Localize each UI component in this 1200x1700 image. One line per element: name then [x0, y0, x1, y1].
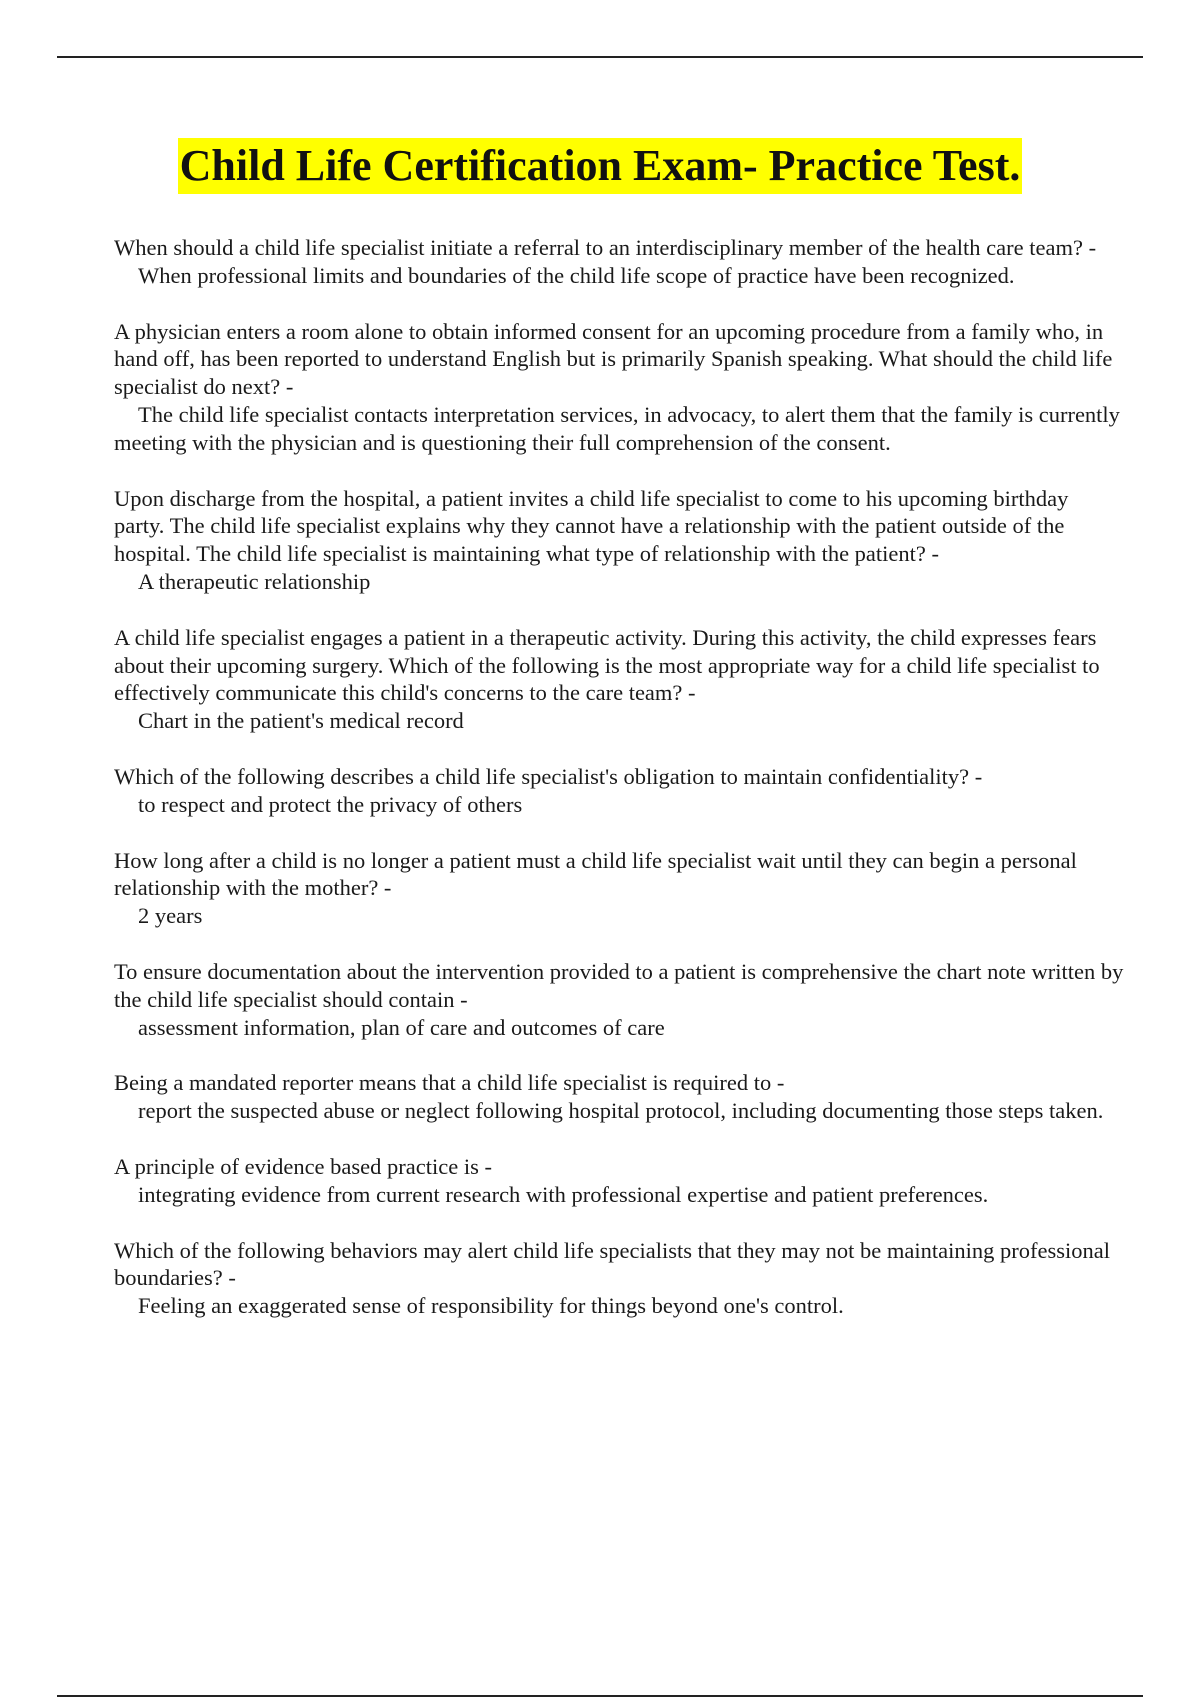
- answer-text: integrating evidence from current research with professional expertise and patient preferences.: [138, 1181, 989, 1207]
- question-text: To ensure documentation about the intervention provided to a patient is comprehensive the chart note written by the child life specialist should contain -: [114, 958, 1124, 1012]
- bottom-rule: [57, 1695, 1143, 1697]
- qa-item: [114, 763, 1124, 819]
- question-text: When should a child life specialist initiate a referral to an interdisciplinary member of the health care team? -: [114, 235, 1097, 260]
- question-text: Which of the following behaviors may alert child life specialists that they may not be maintaining professional boundaries? -: [114, 1237, 1110, 1291]
- qa-item: [114, 1153, 1124, 1209]
- answer-text: A therapeutic relationship: [138, 568, 371, 594]
- question-text: Which of the following describes a child life specialist's obligation to maintain confidentiality? -: [114, 763, 983, 789]
- qa-item: [114, 958, 1124, 1041]
- qa-item: [114, 847, 1124, 930]
- qa-item: [114, 1237, 1124, 1320]
- question-text: Upon discharge from the hospital, a patient invites a child life specialist to come to his upcoming birthday party. The child life specialist explains why they cannot have a relationship with the patient outside of the hospital. The child life specialist is maintaining what type of relationship with the patient? -: [114, 485, 1069, 567]
- answer-text: report the suspected abuse or neglect following hospital protocol, including documenting those steps taken.: [138, 1098, 1104, 1124]
- qa-item: [114, 234, 1124, 290]
- question-text: Being a mandated reporter means that a child life specialist is required to -: [114, 1070, 785, 1096]
- answer-text: 2 years: [138, 903, 203, 929]
- qa-item: [114, 318, 1124, 457]
- qa-item: [114, 624, 1124, 735]
- answer-text: The child life specialist contacts interpretation services, in advocacy, to alert them that the family is currently meeting with the physician and is questioning their full comprehension of the consent.: [114, 401, 1120, 455]
- question-text: How long after a child is no longer a patient must a child life specialist wait until they can begin a personal relationship with the mother? -: [114, 847, 1077, 901]
- question-text: A child life specialist engages a patient in a therapeutic activity. During this activity, the child expresses fears about their upcoming surgery. Which of the following is the most appropriate way for a child life specialist to effectively communicate this child's concerns to the care team? -: [114, 624, 1100, 706]
- qa-list: [114, 234, 1124, 1348]
- answer-text: to respect and protect the privacy of others: [138, 791, 523, 817]
- answer-text: Chart in the patient's medical record: [138, 708, 464, 734]
- question-text: A physician enters a room alone to obtain informed consent for an upcoming procedure from a family who, in hand off, has been reported to understand English but is primarily Spanish speaking. What should the child life specialist do next? -: [114, 318, 1113, 400]
- page-title: Child Life Certification Exam- Practice Test.: [178, 138, 1023, 194]
- qa-item: [114, 485, 1124, 596]
- answer-text: When professional limits and boundaries of the child life scope of practice have been recognized.: [138, 262, 1015, 288]
- answer-text: assessment information, plan of care and outcomes of care: [138, 1014, 665, 1040]
- title-container: [0, 138, 1200, 194]
- question-text: A principle of evidence based practice is -: [114, 1153, 492, 1179]
- qa-item: [114, 1069, 1124, 1125]
- answer-text: Feeling an exaggerated sense of responsibility for things beyond one's control.: [138, 1293, 844, 1319]
- top-rule: [57, 56, 1143, 58]
